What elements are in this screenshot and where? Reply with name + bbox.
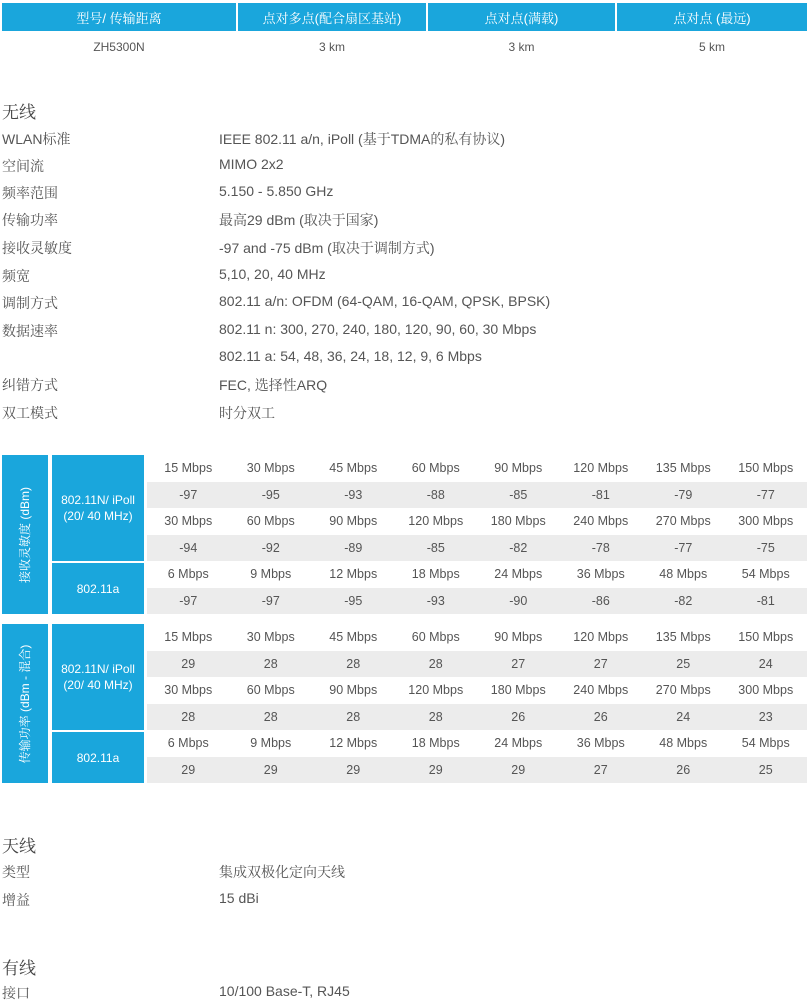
- rate-row: [147, 677, 807, 703]
- rate-cell: 30 Mbps: [246, 461, 295, 475]
- value-cell: 26: [511, 709, 526, 724]
- distance-model: ZH5300N: [93, 40, 145, 54]
- rate-cell: 90 Mbps: [329, 683, 378, 697]
- value-cell: 25: [676, 656, 691, 671]
- value-cell: -77: [756, 487, 775, 502]
- rate-cell: 300 Mbps: [738, 683, 794, 697]
- spec-value: 最高29 dBm (取决于国家): [219, 212, 379, 228]
- rate-row: [147, 624, 807, 650]
- value-cell: -97: [179, 593, 198, 608]
- sensitivity-group-11n: 802.11N/ iPoll (20/ 40 MHz): [52, 455, 144, 561]
- rate-cell: 36 Mbps: [576, 567, 625, 581]
- distance-ptp-max: 5 km: [698, 40, 725, 54]
- value-cell: 28: [346, 709, 361, 724]
- wired-section-title: 有线: [2, 959, 36, 978]
- spec-value: 5.150 - 5.850 GHz: [219, 183, 334, 199]
- value-cell: 25: [758, 762, 773, 777]
- value-cell: -81: [591, 487, 610, 502]
- rate-cell: 12 Mbps: [329, 736, 378, 750]
- value-cell: -88: [426, 487, 445, 502]
- spec-value: FEC, 选择性ARQ: [219, 377, 328, 393]
- rate-row: [147, 508, 807, 534]
- value-cell: 29: [428, 762, 443, 777]
- rate-cell: 120 Mbps: [408, 683, 464, 697]
- tx-power-table: [2, 624, 807, 783]
- sensitivity-group-11a: 802.11a: [52, 563, 144, 614]
- spec-value: -97 and -75 dBm (取决于调制方式): [219, 240, 435, 256]
- rate-cell: 240 Mbps: [573, 683, 629, 697]
- value-row: [147, 588, 807, 614]
- rate-cell: 60 Mbps: [246, 683, 295, 697]
- spec-value: 10/100 Base-T, RJ45: [219, 983, 350, 999]
- spec-value: IEEE 802.11 a/n, iPoll (基于TDMA的私有协议): [219, 131, 506, 147]
- value-cell: -93: [344, 487, 363, 502]
- rate-cell: 120 Mbps: [573, 630, 629, 644]
- rate-cell: 300 Mbps: [738, 514, 794, 528]
- rate-cell: 120 Mbps: [408, 514, 464, 528]
- spec-label: 纠错方式: [2, 377, 58, 393]
- rate-cell: 60 Mbps: [411, 461, 460, 475]
- value-row: [147, 704, 807, 730]
- tx-power-label-text: 传输功率 (dBm - 混合): [18, 644, 32, 763]
- rate-cell: 135 Mbps: [655, 461, 711, 475]
- rate-cell: 15 Mbps: [164, 461, 213, 475]
- spec-value: MIMO 2x2: [219, 156, 284, 172]
- value-cell: -97: [179, 487, 198, 502]
- value-cell: -78: [591, 540, 610, 555]
- value-cell: 23: [758, 709, 773, 724]
- rate-cell: 120 Mbps: [573, 461, 629, 475]
- value-cell: 28: [181, 709, 196, 724]
- spec-value: 5,10, 20, 40 MHz: [219, 266, 326, 282]
- rate-cell: 30 Mbps: [164, 514, 213, 528]
- spec-label: 接收灵敏度: [2, 240, 72, 256]
- value-cell: 28: [346, 656, 361, 671]
- tx-power-group-11a: 802.11a: [52, 732, 144, 783]
- wireless-section-title: 无线: [2, 103, 36, 122]
- spec-label: 空间流: [2, 158, 44, 174]
- rate-cell: 90 Mbps: [329, 514, 378, 528]
- value-row: [147, 482, 807, 508]
- value-cell: -77: [674, 540, 693, 555]
- value-cell: -93: [426, 593, 445, 608]
- rate-cell: 18 Mbps: [411, 567, 460, 581]
- rate-cell: 150 Mbps: [738, 461, 794, 475]
- value-cell: 29: [263, 762, 278, 777]
- rate-cell: 90 Mbps: [494, 461, 543, 475]
- value-cell: 28: [428, 709, 443, 724]
- rate-cell: 135 Mbps: [655, 630, 711, 644]
- value-cell: -81: [756, 593, 775, 608]
- value-cell: -89: [344, 540, 363, 555]
- rate-row: [147, 561, 807, 587]
- rate-cell: 54 Mbps: [741, 736, 790, 750]
- value-cell: -86: [591, 593, 610, 608]
- value-cell: 27: [593, 762, 608, 777]
- spec-label: 接口: [2, 985, 30, 1001]
- value-cell: -75: [756, 540, 775, 555]
- rate-cell: 48 Mbps: [659, 567, 708, 581]
- rate-row: [147, 455, 807, 481]
- rate-cell: 12 Mbps: [329, 567, 378, 581]
- value-cell: 27: [511, 656, 526, 671]
- rate-cell: 15 Mbps: [164, 630, 213, 644]
- value-cell: 24: [676, 709, 691, 724]
- tx-power-axis-label: [2, 624, 48, 783]
- distance-header-ptp-full: 点对点(满载): [428, 3, 615, 31]
- value-row: [147, 651, 807, 677]
- spec-label: 调制方式: [2, 295, 58, 311]
- rate-cell: 6 Mbps: [167, 736, 209, 750]
- distance-header-ptp-max: 点对点 (最远): [617, 3, 807, 31]
- spec-value: 时分双工: [219, 405, 275, 421]
- antenna-section-title: 天线: [2, 837, 36, 856]
- value-cell: -92: [261, 540, 280, 555]
- distance-ptmp: 3 km: [318, 40, 345, 54]
- value-cell: -95: [344, 593, 363, 608]
- spec-value: 15 dBi: [219, 890, 259, 906]
- value-cell: -82: [509, 540, 528, 555]
- spec-value: 802.11 a/n: OFDM (64-QAM, 16-QAM, QPSK, BPSK): [219, 293, 551, 309]
- rate-cell: 90 Mbps: [494, 630, 543, 644]
- distance-ptp-full: 3 km: [508, 40, 535, 54]
- rate-cell: 24 Mbps: [494, 736, 543, 750]
- spec-label: 传输功率: [2, 212, 58, 228]
- rate-cell: 18 Mbps: [411, 736, 460, 750]
- value-cell: 24: [758, 656, 773, 671]
- value-cell: 26: [676, 762, 691, 777]
- spec-label: 数据速率: [2, 323, 58, 339]
- value-cell: 28: [428, 656, 443, 671]
- value-cell: -85: [426, 540, 445, 555]
- value-cell: 29: [181, 762, 196, 777]
- rate-cell: 150 Mbps: [738, 630, 794, 644]
- rate-row: [147, 730, 807, 756]
- rate-cell: 60 Mbps: [246, 514, 295, 528]
- sensitivity-label-text: 接收灵敏度 (dBm): [18, 486, 32, 583]
- value-cell: -95: [261, 487, 280, 502]
- spec-label: 类型: [2, 864, 30, 880]
- spec-value: 802.11 a: 54, 48, 36, 24, 18, 12, 9, 6 Mbps: [219, 348, 482, 364]
- value-cell: -94: [179, 540, 198, 555]
- rate-cell: 30 Mbps: [246, 630, 295, 644]
- rate-cell: 180 Mbps: [490, 514, 546, 528]
- value-cell: 28: [263, 656, 278, 671]
- spec-label: 频宽: [2, 268, 30, 284]
- value-cell: 26: [593, 709, 608, 724]
- rate-cell: 48 Mbps: [659, 736, 708, 750]
- value-row: [147, 535, 807, 561]
- spec-label: 增益: [2, 892, 30, 908]
- value-cell: -85: [509, 487, 528, 502]
- rate-cell: 30 Mbps: [164, 683, 213, 697]
- tx-power-group-11n: 802.11N/ iPoll (20/ 40 MHz): [52, 624, 144, 730]
- value-cell: -97: [261, 593, 280, 608]
- distance-header-ptmp: 点对多点(配合扇区基站): [238, 3, 426, 31]
- rate-cell: 270 Mbps: [655, 514, 711, 528]
- rate-cell: 180 Mbps: [490, 683, 546, 697]
- rate-cell: 240 Mbps: [573, 514, 629, 528]
- rate-cell: 6 Mbps: [167, 567, 209, 581]
- value-cell: 27: [593, 656, 608, 671]
- spec-label: 频率范围: [2, 185, 58, 201]
- rate-cell: 45 Mbps: [329, 461, 378, 475]
- value-row: [147, 757, 807, 783]
- rate-cell: 9 Mbps: [250, 567, 292, 581]
- value-cell: -82: [674, 593, 693, 608]
- spec-value: 集成双极化定向天线: [219, 864, 345, 880]
- spec-label: WLAN标准: [2, 131, 71, 147]
- rate-cell: 36 Mbps: [576, 736, 625, 750]
- rate-cell: 60 Mbps: [411, 630, 460, 644]
- rate-cell: 24 Mbps: [494, 567, 543, 581]
- value-cell: 29: [346, 762, 361, 777]
- rate-cell: 270 Mbps: [655, 683, 711, 697]
- sensitivity-table: [2, 455, 807, 614]
- value-cell: 29: [181, 656, 196, 671]
- rate-cell: 45 Mbps: [329, 630, 378, 644]
- sensitivity-axis-label: [2, 455, 48, 614]
- spec-value: 802.11 n: 300, 270, 240, 180, 120, 90, 60, 30 Mbps: [219, 321, 537, 337]
- distance-header-model: 型号/ 传输距离: [2, 3, 236, 31]
- spec-label: 双工模式: [2, 405, 58, 421]
- value-cell: 29: [511, 762, 526, 777]
- value-cell: 28: [263, 709, 278, 724]
- rate-cell: 9 Mbps: [250, 736, 292, 750]
- rate-cell: 54 Mbps: [741, 567, 790, 581]
- value-cell: -79: [674, 487, 693, 502]
- value-cell: -90: [509, 593, 528, 608]
